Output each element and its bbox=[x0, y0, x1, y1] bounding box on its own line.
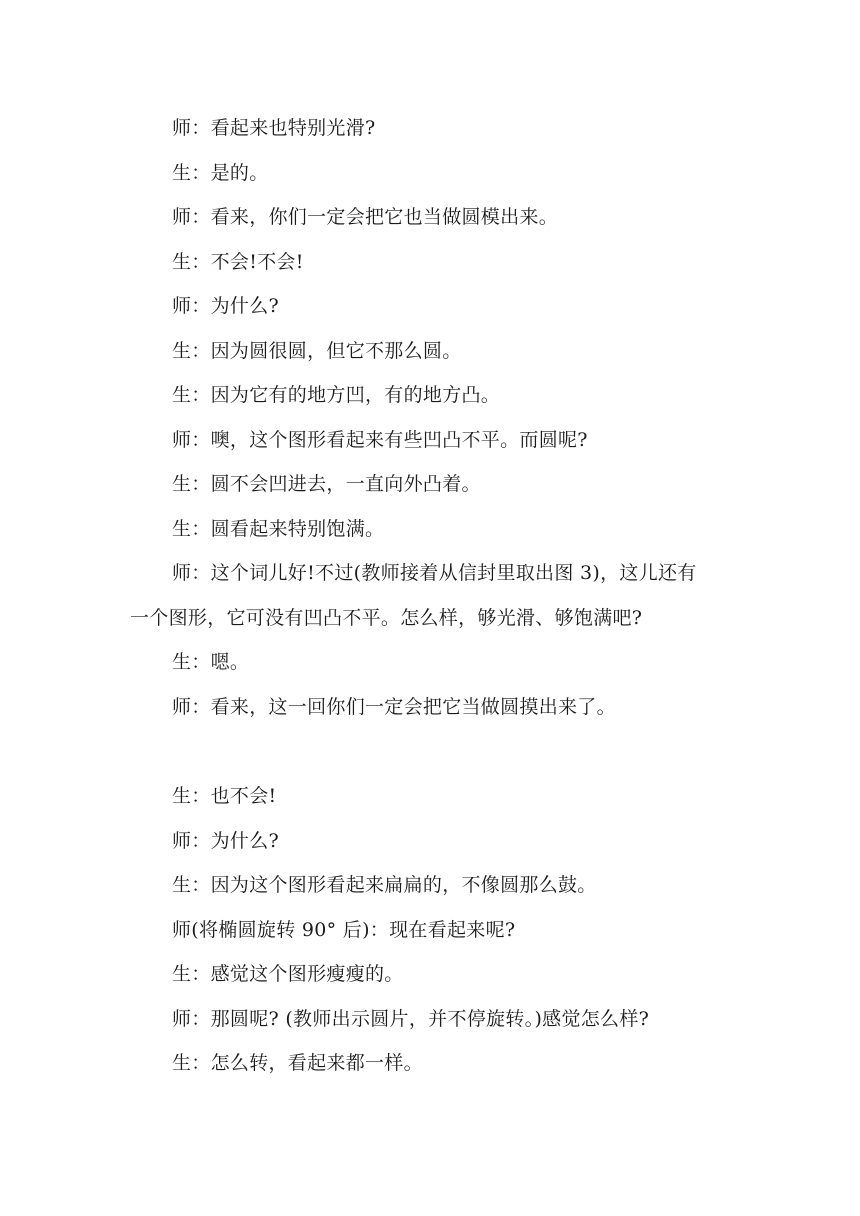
dialogue-line: 生：感觉这个图形瘦瘦的。 bbox=[172, 963, 404, 985]
dialogue-line: 师(将椭圆旋转 90° 后)：现在看起来呢? bbox=[172, 919, 516, 941]
dialogue-line: 师：噢，这个图形看起来有些凹凸不平。而圆呢? bbox=[172, 429, 588, 451]
dialogue-line: 生：因为这个图形看起来扁扁的，不像圆那么鼓。 bbox=[172, 874, 597, 896]
dialogue-line: 师：为什么? bbox=[172, 295, 279, 317]
dialogue-line: 师：为什么? bbox=[172, 830, 279, 852]
dialogue-line: 生：不会!不会! bbox=[172, 251, 304, 273]
dialogue-line: 生：嗯。 bbox=[172, 651, 250, 673]
dialogue-line: 师：看来，你们一定会把它也当做圆模出来。 bbox=[172, 206, 559, 228]
dialogue-line: 生：因为它有的地方凹，有的地方凸。 bbox=[172, 384, 501, 406]
dialogue-line: 生：怎么转，看起来都一样。 bbox=[172, 1052, 423, 1074]
dialogue-line: 生：因为圆很圆，但它不那么圆。 bbox=[172, 340, 462, 362]
dialogue-line: 师：看起来也特别光滑? bbox=[172, 117, 376, 139]
dialogue-line: 师：看来，这一回你们一定会把它当做圆摸出来了。 bbox=[172, 696, 616, 718]
dialogue-line: 一个图形，它可没有凹凸不平。怎么样，够光滑、够饱满吧? bbox=[130, 607, 643, 629]
dialogue-line: 生：圆不会凹进去，一直向外凸着。 bbox=[172, 473, 481, 495]
dialogue-line: 师：那圆呢? (教师出示圆片，并不停旋转。)感觉怎么样? bbox=[172, 1008, 650, 1030]
dialogue-line: 生：也不会! bbox=[172, 785, 277, 807]
dialogue-line: 生：是的。 bbox=[172, 162, 269, 184]
dialogue-line: 生：圆看起来特别饱满。 bbox=[172, 518, 385, 540]
dialogue-line: 师：这个词儿好!不过(教师接着从信封里取出图 3)，这儿还有 bbox=[172, 562, 697, 584]
